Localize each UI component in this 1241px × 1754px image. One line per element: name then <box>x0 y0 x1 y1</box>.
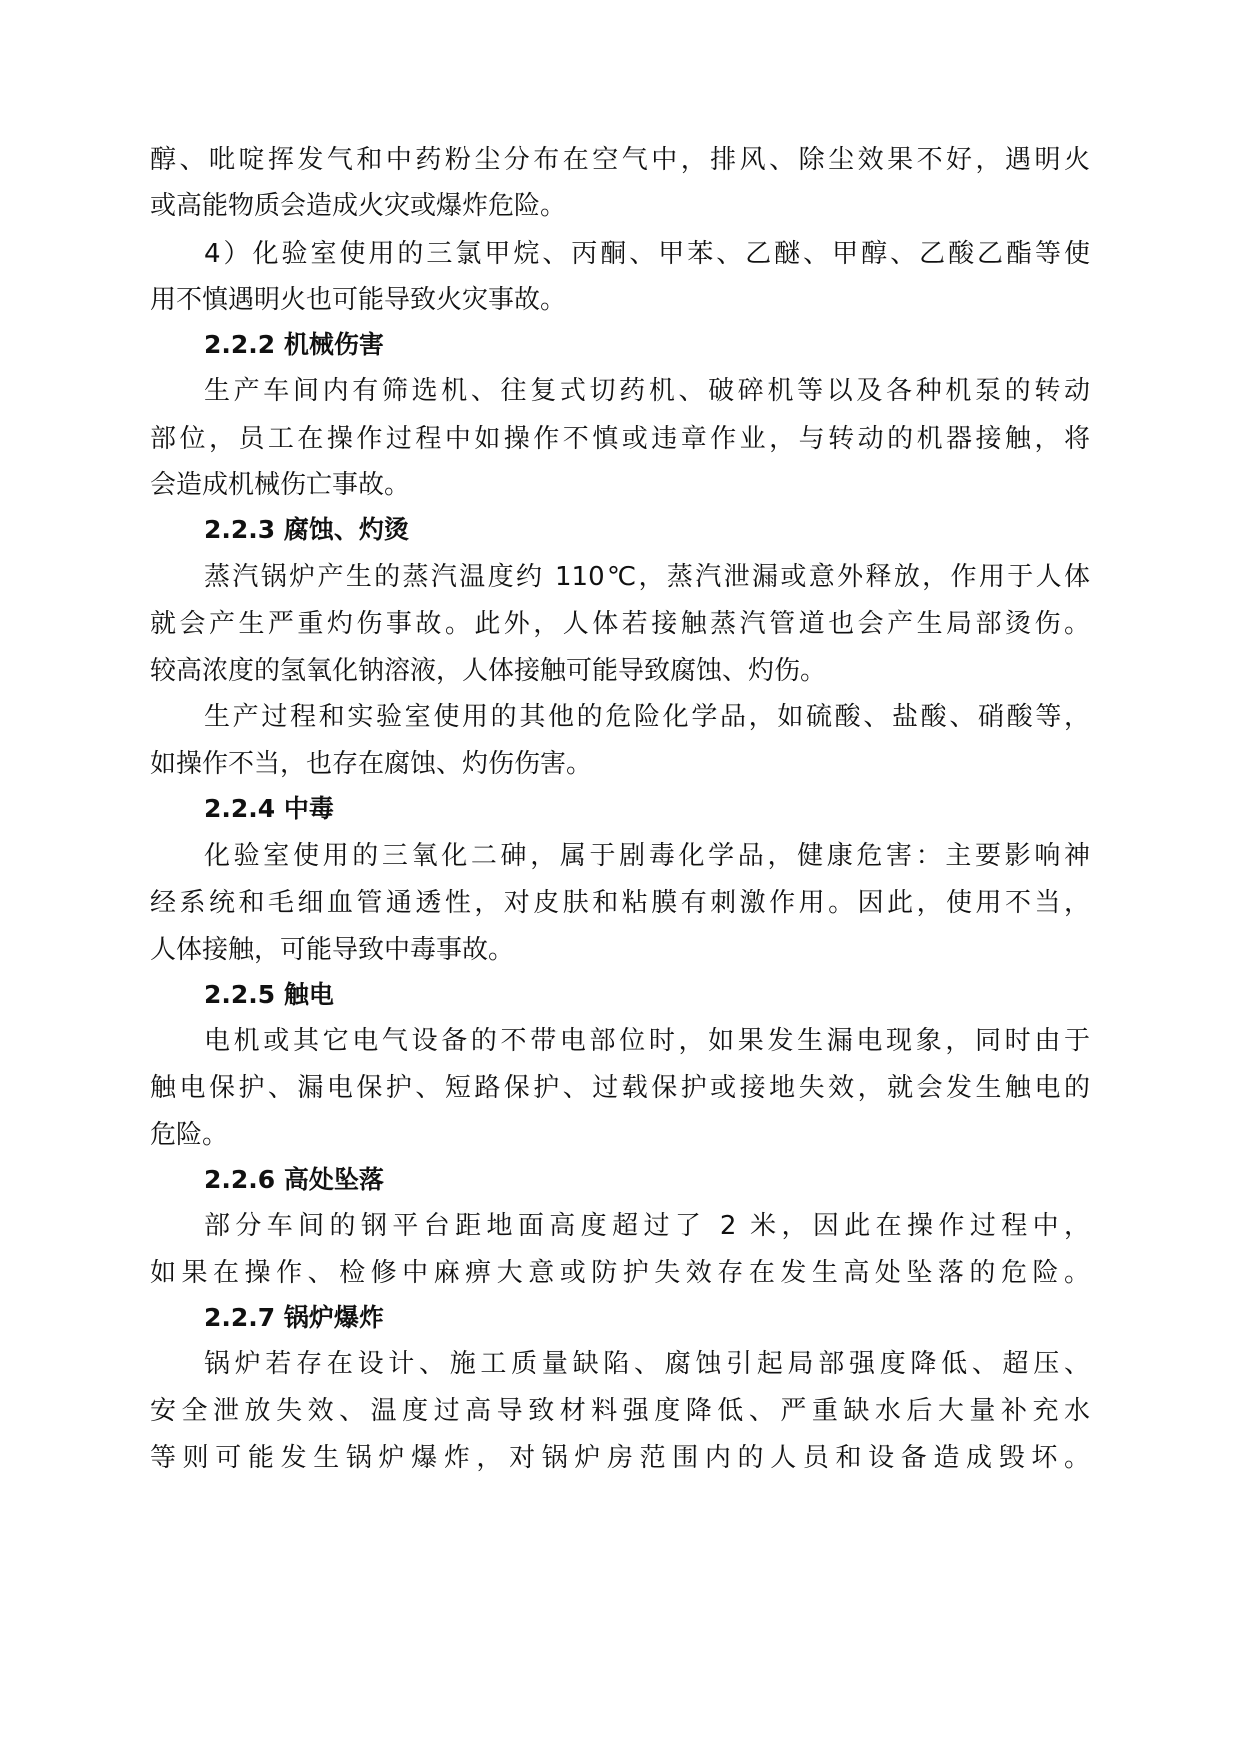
paragraph-line: 生产过程和实验室使用的其他的危险化学品，如硫酸、盐酸、硝酸等， <box>204 702 1090 732</box>
paragraph-line: 电机或其它电气设备的不带电部位时，如果发生漏电现象，同时由于 <box>204 1026 1090 1056</box>
paragraph-line: 经系统和毛细血管通透性，对皮肤和粘膜有刺激作用。因此，使用不当， <box>150 888 1090 918</box>
paragraph-line: 安全泄放失效、温度过高导致材料强度降低、严重缺水后大量补充水 <box>150 1396 1090 1426</box>
paragraph-line: 或高能物质会造成火灾或爆炸危险。 <box>150 191 567 221</box>
paragraph-line: 4）化验室使用的三氯甲烷、丙酮、甲苯、乙醚、甲醇、乙酸乙酯等使 <box>204 239 1090 269</box>
paragraph-line: 锅炉若存在设计、施工质量缺陷、腐蚀引起局部强度降低、超压、 <box>204 1349 1090 1379</box>
paragraph-line: 如果在操作、检修中麻痹大意或防护失效存在发生高处坠落的危险。 <box>150 1258 1090 1288</box>
paragraph-line: 等则可能发生锅炉爆炸，对锅炉房范围内的人员和设备造成毁坏。 <box>150 1443 1090 1473</box>
paragraph-line: 用不慎遇明火也可能导致火灾事故。 <box>150 285 567 315</box>
paragraph-line: 较高浓度的氢氧化钠溶液，人体接触可能导致腐蚀、灼伤。 <box>150 656 827 686</box>
paragraph-line: 化验室使用的三氧化二砷，属于剧毒化学品，健康危害：主要影响神 <box>204 841 1090 871</box>
section-heading-2-2-7: 2.2.7 锅炉爆炸 <box>204 1303 384 1332</box>
section-heading-2-2-4: 2.2.4 中毒 <box>204 794 334 823</box>
paragraph-line: 部位，员工在操作过程中如操作不慎或违章作业，与转动的机器接触，将 <box>150 424 1090 454</box>
paragraph-line: 蒸汽锅炉产生的蒸汽温度约 110℃，蒸汽泄漏或意外释放，作用于人体 <box>204 562 1090 592</box>
paragraph-line: 危险。 <box>150 1120 229 1150</box>
paragraph-line: 生产车间内有筛选机、往复式切药机、破碎机等以及各种机泵的转动 <box>204 376 1090 406</box>
paragraph-line: 部分车间的钢平台距地面高度超过了 2 米，因此在操作过程中， <box>204 1211 1090 1241</box>
section-heading-2-2-3: 2.2.3 腐蚀、灼烫 <box>204 515 409 544</box>
section-heading-2-2-5: 2.2.5 触电 <box>204 980 334 1009</box>
paragraph-line: 就会产生严重灼伤事故。此外，人体若接触蒸汽管道也会产生局部烫伤。 <box>150 609 1090 639</box>
section-heading-2-2-2: 2.2.2 机械伤害 <box>204 330 384 359</box>
paragraph-line: 如操作不当，也存在腐蚀、灼伤伤害。 <box>150 749 593 779</box>
section-heading-2-2-6: 2.2.6 高处坠落 <box>204 1165 384 1194</box>
paragraph-line: 醇、吡啶挥发气和中药粉尘分布在空气中，排风、除尘效果不好，遇明火 <box>150 145 1090 175</box>
paragraph-line: 人体接触，可能导致中毒事故。 <box>150 935 515 965</box>
paragraph-line: 触电保护、漏电保护、短路保护、过载保护或接地失效，就会发生触电的 <box>150 1073 1090 1103</box>
paragraph-line: 会造成机械伤亡事故。 <box>150 470 411 500</box>
